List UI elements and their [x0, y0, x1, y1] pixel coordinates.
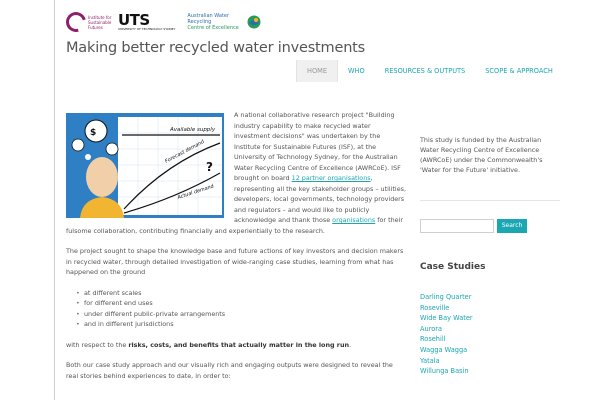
- risks-text-a: with respect to the: [66, 340, 129, 349]
- left-border: [54, 0, 55, 400]
- case-study-link-wide-bay-water[interactable]: Wide Bay Water: [420, 314, 473, 323]
- uts-logo[interactable]: [118, 13, 175, 31]
- main-content: [66, 110, 406, 391]
- list-item: • and in different jurisdictions: [76, 319, 406, 330]
- available-supply-label: Available supply: [170, 127, 216, 133]
- case-study-link-darling-quarter[interactable]: Darling Quarter: [420, 293, 472, 301]
- water-drop-icon: [247, 15, 261, 29]
- awrcoe-logo-subtitle: Centre of Excellence: [187, 25, 239, 31]
- uts-logo-text: UTS: [118, 11, 150, 29]
- actual-demand-label: Actual demand: [176, 183, 215, 201]
- list-item: • under different public-private arrangements: [76, 309, 406, 320]
- site-title[interactable]: Making better recycled water investments: [66, 40, 366, 56]
- sidebar-divider: [420, 200, 560, 201]
- list-item: • for different end uses: [76, 298, 406, 309]
- case-studies-list: [420, 292, 473, 377]
- project-paragraph: The project sought to shape the knowledge base and future actions of key investors and decision makers in recycled water, through detailed investigation of wide-ranging case studies, learning from what has happened on the ground: [66, 247, 404, 276]
- svg-text:$: $: [90, 128, 97, 138]
- nav-resources-outputs[interactable]: RESOURCES & OUTPUTS: [384, 67, 466, 75]
- search-button[interactable]: Search: [497, 219, 527, 233]
- search-input[interactable]: [420, 219, 494, 233]
- risks-emphasis: risks, costs, and benefits that actually matter in the long run: [128, 340, 350, 349]
- approach-paragraph: Both our case study approach and our visually rich and engaging outputs were designed to reveal the real stories behind experiences to date, in order to:: [66, 361, 393, 380]
- case-study-link-roseville[interactable]: Roseville: [420, 303, 450, 312]
- forecast-demand-label: Forecast demand: [164, 139, 206, 165]
- partner-organisations-link[interactable]: 12 partner organisations: [291, 174, 371, 182]
- risks-text-b: .: [349, 340, 352, 349]
- nav-home[interactable]: HOME: [296, 60, 338, 82]
- case-studies-heading: Case Studies: [420, 262, 486, 272]
- logo-bar: [66, 10, 261, 34]
- organisations-link[interactable]: organisations: [332, 216, 376, 224]
- question-mark-label: ?: [206, 160, 213, 174]
- awrcoe-logo[interactable]: [187, 13, 261, 31]
- awrcoe-logo-text: [187, 13, 245, 31]
- awrcoe-logo-title: Australian Water Recycling: [187, 13, 230, 25]
- risks-paragraph: [66, 340, 406, 351]
- scope-list: [76, 288, 406, 330]
- uts-logo-subtext: UNIVERSITY OF TECHNOLOGY SYDNEY: [118, 27, 176, 31]
- case-study-link-yatala[interactable]: Yatala: [420, 356, 440, 365]
- intro-text-c: for their fulsome collaboration, contributing financially and experientially to the research.: [66, 216, 403, 235]
- nav-scope-approach[interactable]: SCOPE & APPROACH: [485, 67, 553, 75]
- nav-who[interactable]: WHO: [348, 67, 365, 75]
- case-study-link-aurora[interactable]: Aurora: [420, 324, 443, 333]
- list-item: • at different scales: [76, 288, 406, 299]
- isf-logo-text: Institute for Sustainable Futures: [88, 14, 112, 30]
- case-study-link-wagga-wagga[interactable]: Wagga Wagga: [420, 345, 468, 354]
- main-nav: [296, 60, 563, 82]
- intro-text-a: A national collaborative research project "Building industry capability to make recycled water investment decisions" was undertaken by the Institute for Sustainable Futures (ISF), at the University of Technology Sydney, for the Australian Water Recycling Centre of Excellence (AWRCoE). ISF brought on board: [234, 111, 401, 182]
- case-study-link-rosehill[interactable]: Rosehill: [420, 335, 446, 344]
- intro-text-b: , representing all the key stakeholder groups – utilities, developers, local governments, technology providers and regulators – and would like to publicly acknowledge and thank those: [234, 174, 407, 224]
- isf-logo-icon: [62, 8, 89, 35]
- isf-logo[interactable]: [66, 12, 112, 32]
- hero-illustration: [66, 113, 224, 218]
- case-study-link-willunga-basin[interactable]: Willunga Basin: [420, 367, 469, 376]
- funding-statement: This study is funded by the Australian Water Recycling Centre of Excellence (AWRCoE) under the Commonwealth's 'Water for the Future' initiative.: [420, 136, 543, 174]
